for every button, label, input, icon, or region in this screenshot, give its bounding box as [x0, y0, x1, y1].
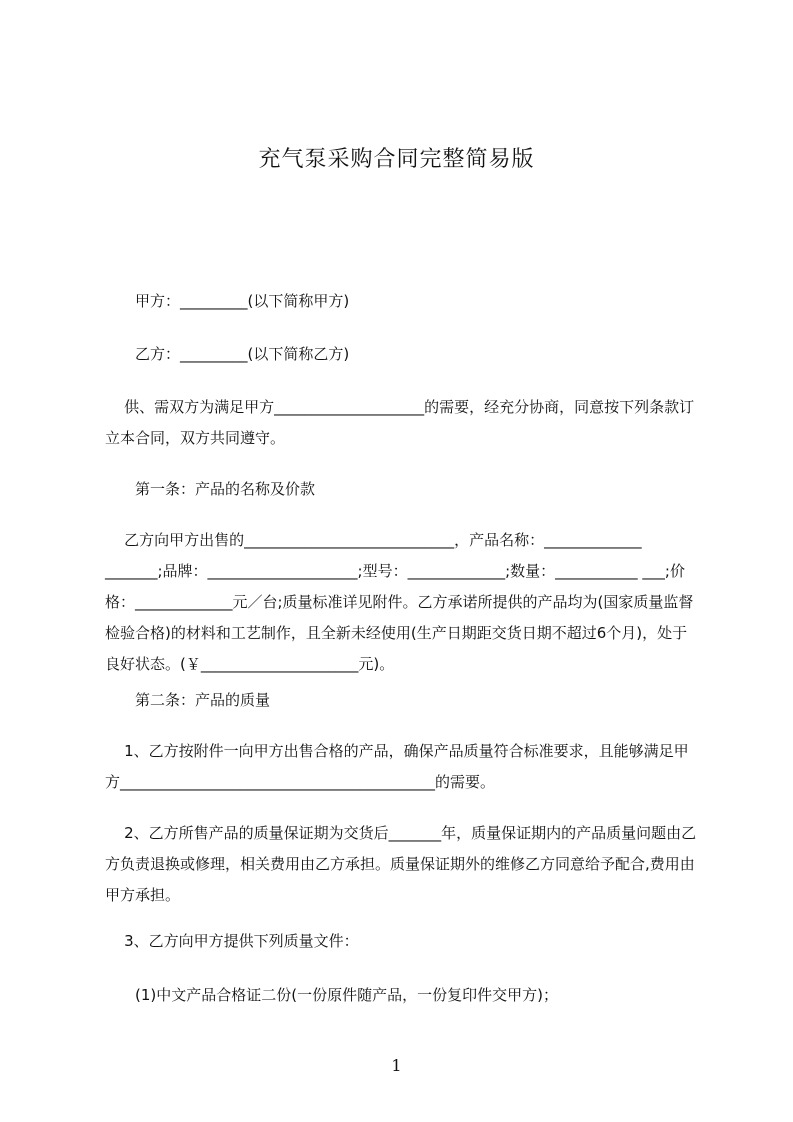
page-number: 1: [391, 1056, 402, 1075]
article1-heading: 第一条：产品的名称及价款: [135, 480, 316, 498]
article1-paragraph: 乙方向甲方出售的____________________________，产品名称：_____________ _______;品牌：____________________;型号：_____________;数量：___________ ___;价格：_____________元／台;质量标准详见附件。乙方承诺所提供的产品均为(国家质量监督检验合格)的材料和工艺制作，且全新未经使用(生产日期距交货日期不超过6个月)，处于良好状态。(￥_____________________元)。: [105, 531, 694, 673]
party-a-line: 甲方：_________(以下简称甲方): [135, 292, 350, 310]
party-b-line: 乙方：_________(以下简称乙方): [135, 345, 350, 363]
document-title: 充气泵采购合同完整简易版: [258, 147, 535, 172]
article2-item2-paragraph: 2、乙方所售产品的质量保证期为交货后_______年，质量保证期内的产品质量问题由乙方负责退换或修理，相关费用由乙方承担。质量保证期外的维修乙方同意给予配合,费用由甲方承担。: [105, 824, 697, 904]
preamble-paragraph: 供、需双方为满足甲方____________________的需要，经充分协商，同意按下列条款订立本合同，双方共同遵守。: [105, 398, 695, 447]
article2-heading: 第二条：产品的质量: [135, 691, 271, 709]
article2-item3-subitem1: (1)中文产品合格证二份(一份原件随产品，一份复印件交甲方)；: [135, 986, 558, 1004]
article2-item1-paragraph: 1、乙方按附件一向甲方出售合格的产品，确保产品质量符合标准要求，且能够满足甲方__________________________________________的需要。: [105, 742, 689, 791]
article2-item3-paragraph: 3、乙方向甲方提供下列质量文件：: [105, 932, 359, 950]
